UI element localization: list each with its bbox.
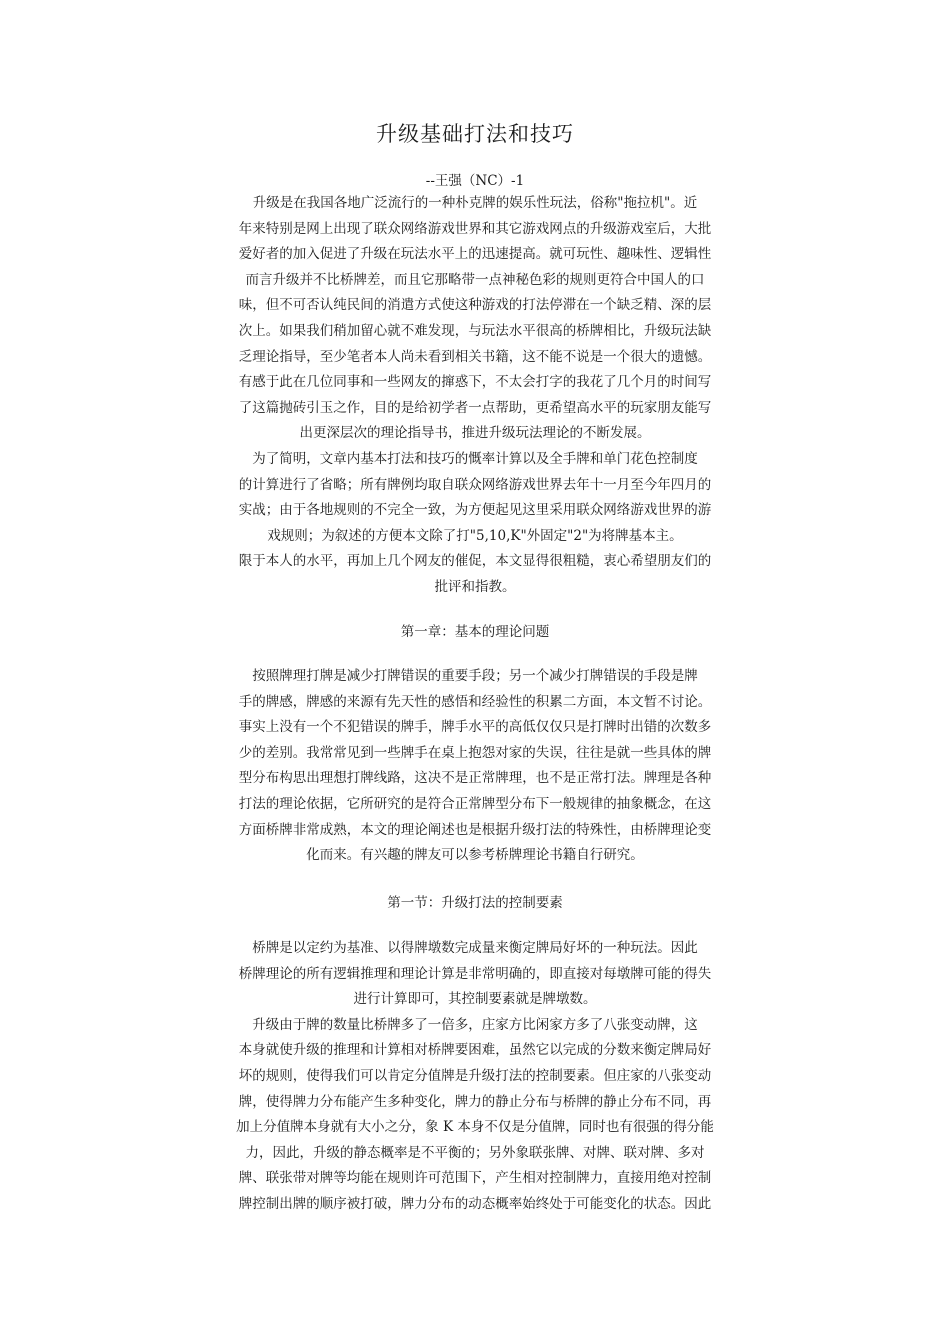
text-line: 桥牌理论的所有逻辑推理和理论计算是非常明确的，即直接对每墩牌可能的得失 — [238, 965, 712, 982]
text-line: 戏规则；为叙述的方便本文除了打"5,10,K"外固定"2"为将牌基本主。 — [267, 527, 683, 544]
chapter1-paragraphs — [220, 664, 730, 869]
text-line: 爱好者的加入促进了升级在玩法水平上的迅速提高。就可玩性、趣味性、逻辑性 — [238, 246, 712, 263]
text-line: 乏理论指导，至少笔者本人尚未看到相关书籍，这不能不说是一个很大的遗憾。 — [238, 348, 712, 365]
text-line: 为了简明，文章内基本打法和技巧的慨率计算以及全手牌和单门花色控制度 — [252, 450, 698, 467]
section-heading: 第一节：升级打法的控制要素 — [387, 895, 563, 911]
text-line: 进行计算即可，其控制要素就是牌墩数。 — [353, 991, 597, 1008]
text-line: 升级是在我国各地广泛流行的一种朴克牌的娱乐性玩法，俗称"拖拉机"。近 — [252, 195, 698, 211]
text-line: 了这篇抛砖引玉之作，目的是给初学者一点帮助，更希望高水平的玩家朋友能写 — [238, 399, 712, 416]
text-line: 的计算进行了省略；所有牌例均取自联众网络游戏世界去年十一月至今年四月的 — [238, 476, 712, 493]
text-line: 牌控制出牌的顺序被打破，牌力分布的动态概率始终处于可能变化的状态。因此 — [238, 1195, 712, 1212]
text-line: 事实上没有一个不犯错误的牌手，牌手水平的高低仅仅只是打牌时出错的次数多 — [238, 719, 712, 736]
text-line: 按照牌理打牌是减少打牌错误的重要手段；另一个减少打牌错误的手段是牌 — [252, 668, 698, 684]
text-line: 有感于此在几位同事和一些网友的撺惑下，不太会打字的我花了几个月的时间写 — [238, 374, 712, 391]
text-line: 少的差别。我常常见到一些牌手在桌上抱怨对家的失误，往往是就一些具体的牌 — [238, 744, 712, 761]
document-title: 升级基础打法和技巧 — [376, 122, 574, 146]
text-line: 手的牌感，牌感的来源有先天性的感悟和经验性的积累二方面，本文暂不讨论。 — [238, 693, 712, 710]
text-line: 打法的理论依据，它所研究的是符合正常牌型分布下一般规律的抽象概念，在这 — [238, 795, 712, 812]
text-line: 批评和指教。 — [434, 578, 516, 595]
text-line: 味，但不可否认纯民间的消遣方式使这种游戏的打法停滞在一个缺乏精、深的层 — [238, 297, 712, 314]
text-line: 方面桥牌非常成熟，本文的理论阐述也是根据升级打法的特殊性，由桥牌理论变 — [238, 821, 712, 838]
text-line: 年来特别是网上出现了联众网络游戏世界和其它游戏网点的升级游戏室后，大批 — [238, 220, 712, 237]
text-line: 限于本人的水平，再加上几个网友的催促，本文显得很粗糙，衷心希望朋友们的 — [238, 553, 712, 570]
text-line: 加上分值牌本身就有大小之分，象 K 本身不仅是分值牌，同时也有很强的得分能 — [236, 1119, 714, 1136]
text-line: 次上。如果我们稍加留心就不难发现，与玩法水平很高的桥牌相比，升级玩法缺 — [238, 322, 712, 339]
intro-paragraphs — [220, 191, 730, 601]
document-author: --王强（NC）-1 — [425, 173, 525, 189]
text-line: 牌，使得牌力分布能产生多种变化，牌力的静止分布与桥牌的静止分布不同，再 — [238, 1093, 712, 1110]
text-line: 出更深层次的理论指导书，推进升级玩法理论的不断发展。 — [299, 425, 651, 442]
text-line: 而言升级并不比桥牌差，而且它那略带一点神秘色彩的规则更符合中国人的口 — [245, 271, 705, 288]
chapter-heading: 第一章：基本的理论问题 — [400, 624, 550, 640]
text-line: 升级由于牌的数量比桥牌多了一倍多，庄家方比闲家方多了八张变动牌，这 — [252, 1016, 698, 1033]
text-line: 坏的规则，使得我们可以肯定分值牌是升级打法的控制要素。但庄家的八张变动 — [238, 1067, 712, 1084]
text-line: 型分布构思出理想打牌线路，这决不是正常牌理，也不是正常打法。牌理是各种 — [238, 770, 712, 787]
text-line: 桥牌是以定约为基准、以得牌墩数完成量来衡定牌局好坏的一种玩法。因此 — [252, 940, 698, 956]
text-line: 化而来。有兴趣的牌友可以参考桥牌理论书籍自行研究。 — [306, 847, 644, 864]
section1-paragraphs — [220, 936, 730, 1218]
text-line: 实战；由于各地规则的不完全一致，为方便起见这里采用联众网络游戏世界的游 — [238, 502, 712, 519]
text-line: 力，因此，升级的静态概率是不平衡的；另外象联张牌、对牌、联对牌、多对 — [245, 1144, 705, 1161]
text-line: 本身就使升级的推理和计算相对桥牌要困难，虽然它以完成的分数来衡定牌局好 — [238, 1042, 712, 1059]
text-line: 牌、联张带对牌等均能在规则许可范围下，产生相对控制牌力，直接用绝对控制 — [238, 1170, 712, 1187]
